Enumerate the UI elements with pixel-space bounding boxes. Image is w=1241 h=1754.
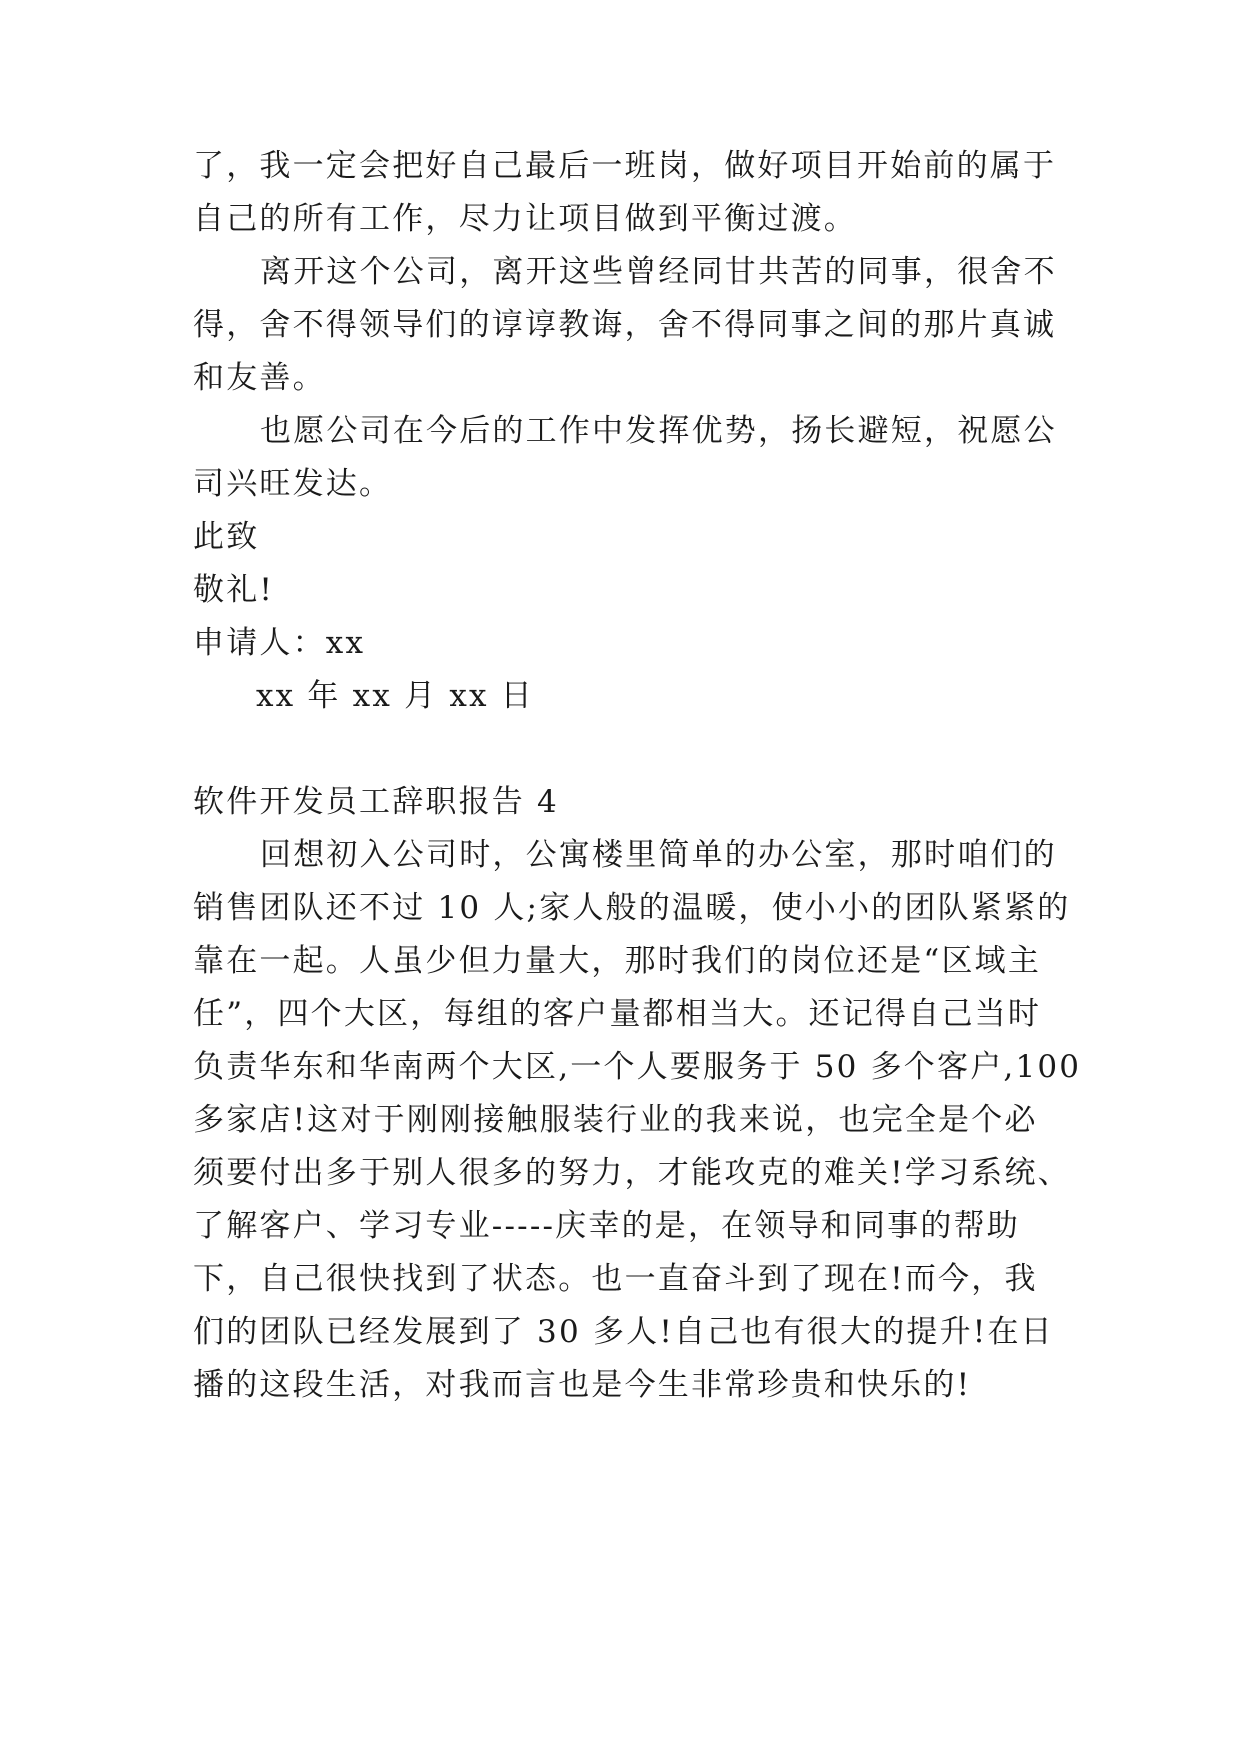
text-line: 了解客户、学习专业-----庆幸的是，在领导和同事的帮助	[193, 1208, 1020, 1244]
closing-salutation: 此致	[193, 519, 260, 555]
text-line: 了，我一定会把好自己最后一班岗，做好项目开始前的属于	[193, 148, 1057, 184]
closing-regards: 敬礼!	[193, 572, 275, 608]
text-line: 下，自己很快找到了状态。也一直奋斗到了现在!而今，我	[193, 1261, 1038, 1297]
text-line: 回想初入公司时，公寓楼里简单的办公室，那时咱们的	[260, 837, 1057, 873]
text-line: 们的团队已经发展到了 30 多人!自己也有很大的提升!在日	[193, 1314, 1054, 1350]
text-line: 任”，四个大区，每组的客户量都相当大。还记得自己当时	[193, 996, 1042, 1032]
text-line: 销售团队还不过 10 人;家人般的温暖，使小小的团队紧紧的	[193, 890, 1071, 926]
text-line: 得，舍不得领导们的谆谆教诲，舍不得同事之间的那片真诚	[193, 307, 1057, 343]
text-line: 自己的所有工作，尽力让项目做到平衡过渡。	[193, 201, 857, 237]
text-line: 多家店!这对于刚刚接触服装行业的我来说，也完全是个必	[193, 1102, 1038, 1138]
text-line: 也愿公司在今后的工作中发挥优势，扬长避短，祝愿公	[260, 413, 1057, 449]
text-line: 播的这段生活，对我而言也是今生非常珍贵和快乐的!	[193, 1367, 972, 1403]
text-line: 须要付出多于别人很多的努力，才能攻克的难关!学习系统、	[193, 1155, 1071, 1191]
section-title: 软件开发员工辞职报告 4	[193, 784, 559, 820]
text-line: 和友善。	[193, 360, 326, 396]
applicant-signature: 申请人：xx	[193, 625, 366, 661]
text-line: 离开这个公司，离开这些曾经同甘共苦的同事，很舍不	[260, 254, 1057, 290]
letter-date: xx 年 xx 月 xx 日	[256, 678, 534, 714]
text-line: 司兴旺发达。	[193, 466, 393, 502]
text-line: 负责华东和华南两个大区,一个人要服务于 50 多个客户,100	[193, 1049, 1082, 1085]
text-line: 靠在一起。人虽少但力量大，那时我们的岗位还是“区域主	[193, 943, 1042, 979]
